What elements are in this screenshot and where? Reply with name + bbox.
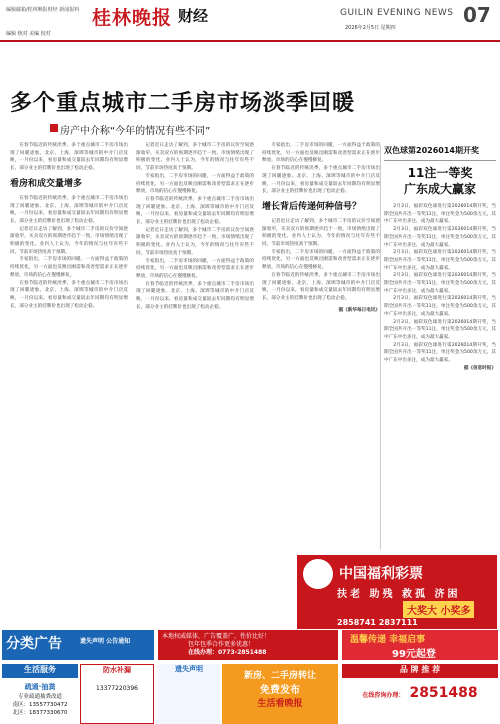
classified-sub: 遗失声明 公告通知 [80,638,131,645]
article-para: 专家指出，二手房市场的回暖，一方面得益于政策的持续优化，另一方面也反映出刚需和改善型需求正在逐步释放，市场的信心在慢慢修复。 [262,249,380,271]
page-number: 07 [463,3,491,27]
life-service-header: 生活服务 [2,664,78,678]
center-tel: 在线办理：0773-2851488 [188,649,267,656]
article-para: 在春节临近的传统淡季，多个重点城市二手房市场出现了回暖迹象。北京、上海、深圳等城市的中介门店反映，一月份以来，看房量和成交量较去年同期均有明显增长，部分业主的挂牌价也出现了松动企稳。 [10,195,128,224]
article-col-1 [10,142,128,546]
pipe-area: 南区：13557730472 [12,702,68,708]
pipe-title: 疏通·抽粪 [24,683,56,691]
big-tel-label: 在线咨询办理： [362,692,405,699]
wedding-price: 99元起登 [392,649,436,660]
subtitle-marker [50,124,58,132]
life-center: 生活看晚报 [257,699,303,709]
article-col-3 [262,142,380,546]
wedding-title: 温馨传递 幸福启事 [350,635,426,645]
lost-notice [158,664,220,724]
house-ad [222,664,338,724]
big-tel-box [342,682,498,702]
article-para: 专家指出，二手房市场的回暖，一方面得益于政策的持续优化，另一方面也反映出刚需和改善型需求正在逐步释放，市场的信心在慢慢修复。 [10,257,128,278]
article-para: 专家指出，二手房市场的回暖，一方面得益于政策的持续优化，另一方面也反映出刚需和改善型需求正在逐步释放，市场的信心在慢慢修复。 [136,173,254,195]
article-para: 在春节临近的传统淡季，多个重点城市二手房市场出现了回暖迹象。北京、上海、深圳等城市的中介门店反映，一月份以来，看房量和成交量较去年同期均有明显增长，部分业主的挂牌价也出现了松动企稳。 [10,143,128,172]
article-para: 专家指出，二手房市场的回暖，一方面得益于政策的持续优化，另一方面也反映出刚需和改善型需求正在逐步释放，市场的信心在慢慢修复。 [136,258,254,279]
fangshui-ad [80,664,154,724]
brand-header: 品 牌 推 荐 [342,664,498,678]
issue-date: 2026年2月5日 星期四 [345,25,396,31]
classified-title: 分类广告 [6,636,62,652]
english-name: GUILIN EVENING NEWS [340,8,454,18]
center-ad [158,630,338,660]
pipe-ad [2,682,78,722]
lottery-para: 2月3日，福彩双色球进行第2026014期开奖，当期全国共开出一等奖11注，单注奖金为500余万元，其中广东中出多注，成为最大赢家。 [384,296,496,317]
lottery-para: 2月3日，福彩双色球进行第2026014期开奖，当期全国共开出一等奖11注，单注奖金为500余万元，其中广东中出多注，成为最大赢家。 [384,204,496,225]
welfare-name: 中国福利彩票 [339,566,423,582]
article-para: 在春节临近的传统淡季，多个重点城市二手房市场出现了回暖迹象。北京、上海、深圳等城市的中介门店反映，一月份以来，看房量和成交量较去年同期均有明显增长，部分业主的挂牌价也出现了松动企稳。 [136,281,254,310]
lottery-para: 2月3日，福彩双色球进行第2026014期开奖，当期全国共开出一等奖11注，单注奖金为500余万元，其中广东中出多注，成为最大赢家。 [384,319,496,340]
lottery-body [384,203,496,478]
section-head-2: 增长背后传递何种信号？ [262,201,362,212]
section-head-1: 看房和成交量增多 [10,178,83,189]
article-para: 在春节临近的传统淡季，多个重点城市二手房市场出现了回暖迹象。北京、上海、深圳等城市的中介门店反映，一月份以来，看房量和成交量较去年同期均有明显增长，部分业主的挂牌价也出现了松动企稳。 [262,166,380,195]
ad-section [0,630,500,724]
center-line-2: 包年包季合作更多优惠！ [188,641,255,648]
lottery-para: 2月3日，福彩双色球进行第2026014期开奖，当期全国共开出一等奖11注，单注奖金为500余万元，其中广东中出多注，成为最大赢家。 [384,227,496,248]
divider [384,160,496,161]
welfare-lottery-ad [297,555,497,629]
article-subtitle: 房产中介称“今年的情况有些不同” [60,126,211,137]
welfare-hotline: 2858741 2837111 [337,618,418,627]
column-divider [380,145,381,550]
welfare-slogan: 扶老 助残 救孤 济困 [337,589,461,600]
article-para: 记者近日走访了解到，多个城市二手房的议价空间逐渐收窄，买卖双方的预期逐步趋于一致，市场情绪出现了积极的变化。业内人士认为，今年的情况与往年有些不同，节前市场热度高于预期。 [262,218,380,248]
newspaper-logo: 桂林晚报 [92,7,173,29]
lottery-box [384,145,496,563]
house-title: 新房、二手房转让 [243,671,316,681]
lottery-para: 2月3日，福彩双色球进行第2026014期开奖，当期全国共开出一等奖11注，单注奖金为500余万元，其中广东中出多注，成为最大赢家。 [384,273,496,294]
article-para: 在春节临近的传统淡季，多个重点城市二手房市场出现了回暖迹象。北京、上海、深圳等城市的中介门店反映，一月份以来，看房量和成交量较去年同期均有明显增长，部分业主的挂牌价也出现了松动企稳。 [10,280,128,309]
lottery-para: 2月3日，福彩双色球进行第2026014期开奖，当期全国共开出一等奖11注，单注奖金为500余万元，其中广东中出多注，成为最大赢家。 [384,342,496,364]
article-credit: 据《新华每日电讯》 [338,307,380,313]
fangshui-tel: 13377220396 [96,685,138,692]
welfare-prize: 大奖大 小奖多 [403,601,474,618]
lost-title: 遗失声明 [175,665,203,673]
fangshui-title: 防水补漏 [103,666,131,674]
pipe-area-2: 北区：18377330670 [12,710,68,716]
article-col-2 [136,142,254,546]
page-header [0,0,500,42]
wedding-ad [342,630,498,660]
article-para: 在春节临近的传统淡季，多个重点城市二手房市场出现了回暖迹象。北京、上海、深圳等城市的中介门店反映，一月份以来，看房量和成交量较去年同期均有明显增长，部分业主的挂牌价也出现了松动企稳。 [136,196,254,226]
big-tel: 2851488 [409,685,478,701]
article-para: 记者近日走访了解到，多个城市二手房的议价空间逐渐收窄，买卖双方的预期逐步趋于一致，市场情绪出现了积极的变化。业内人士认为，今年的情况与往年有些不同，节前市场热度高于预期。 [10,226,128,255]
welfare-logo [303,559,333,589]
lottery-para: 2月3日，福彩双色球进行第2026014期开奖，当期全国共开出一等奖11注，单注奖金为500余万元，其中广东中出多注，成为最大赢家。 [384,250,496,271]
article-para: 在春节临近的传统淡季，多个重点城市二手房市场出现了回暖迹象。北京、上海、深圳等城市的中介门店反映，一月份以来，看房量和成交量较去年同期均有明显增长，部分业主的挂牌价也出现了松动企稳。 [262,272,380,301]
header-sub: 编辑 核对 美编 校对 [6,31,51,37]
article-para: 记者近日走访了解到，多个城市二手房的议价空间逐渐收窄，买卖双方的预期逐步趋于一致，市场情绪出现了积极的变化。业内人士认为，今年的情况与往年有些不同，节前市场热度高于预期。 [136,143,254,172]
pipe-tel: 专业疏通抽粪改道 [17,694,62,700]
lottery-big-2: 广东成大赢家 [403,182,476,196]
free-post: 免费发布 [260,685,300,696]
lottery-heading: 双色球第2026014期开奖 [384,146,479,155]
classified-banner [2,630,154,660]
center-line-1: 本地权威媒体，广告覆盖广，性价比好！ [162,633,271,640]
section-name: 财经 [178,7,209,25]
header-email: 编辑邮箱/桂林晚报财经 新闻报料 [6,7,80,13]
article-para: 专家指出，二手房市场的回暖，一方面得益于政策的持续优化，另一方面也反映出刚需和改善型需求正在逐步释放，市场的信心在慢慢修复。 [262,143,380,164]
lottery-big-1: 11注一等奖 [407,166,473,180]
lottery-credit: 据《信息时报》 [463,365,496,371]
article-para: 记者近日走访了解到，多个城市二手房的议价空间逐渐收窄，买卖双方的预期逐步趋于一致，市场情绪出现了积极的变化。业内人士认为，今年的情况与往年有些不同，节前市场热度高于预期。 [136,227,254,256]
article-title: 多个重点城市二手房市场淡季回暖 [10,91,356,116]
